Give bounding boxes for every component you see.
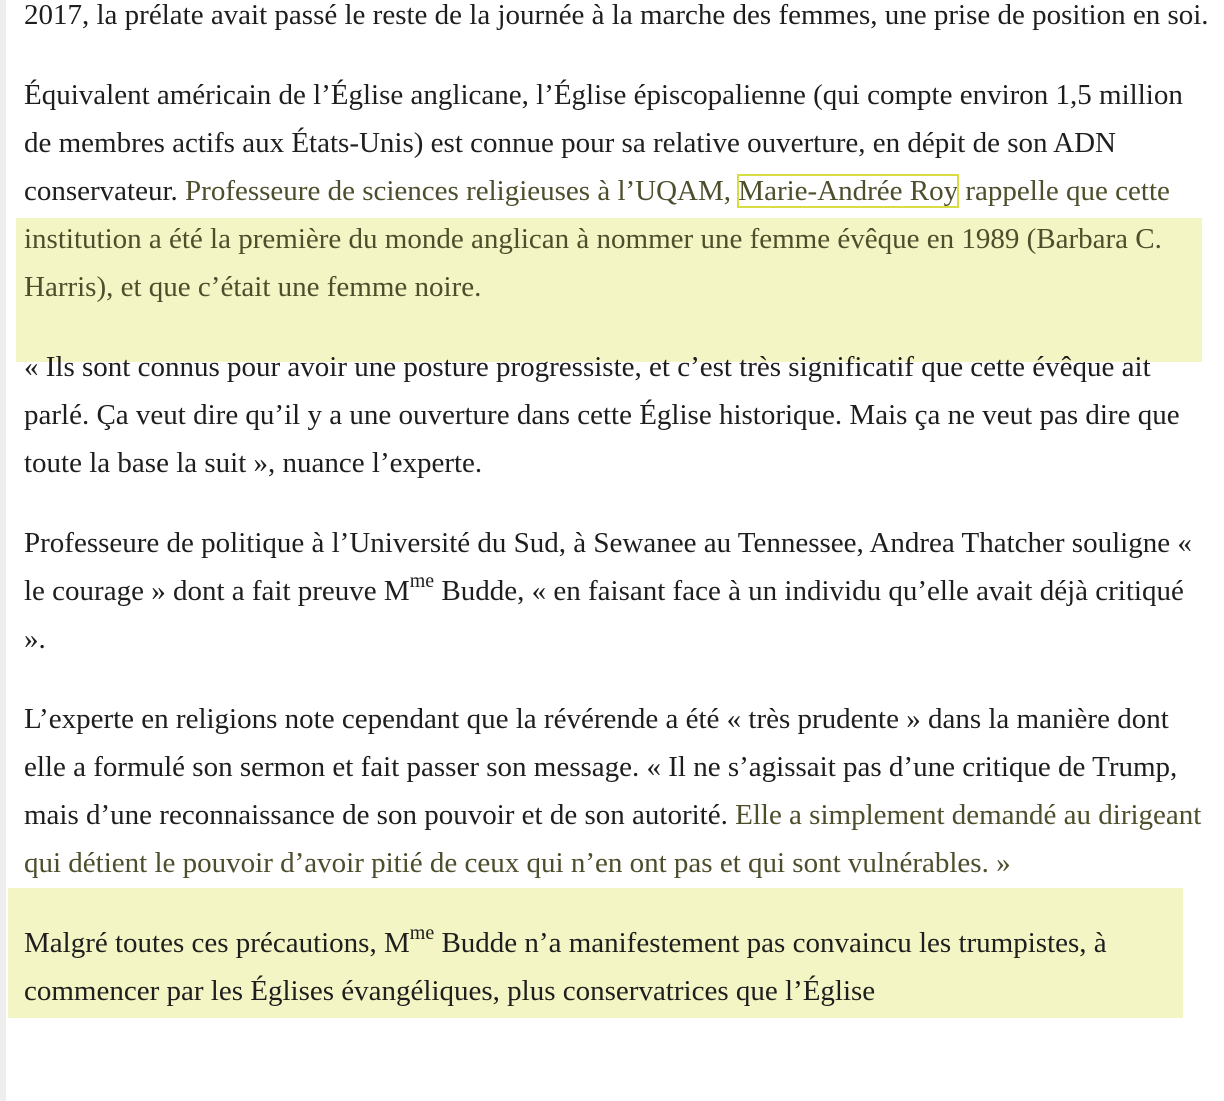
- paragraph-1: 2017, la prélate avait passé le reste de la journée à la marche des femmes, une prise de position en soi.: [24, 0, 1209, 31]
- paragraph-5-text: L’experte en religions note cependant que la révérende a été « très prudente » dans la manière dont elle a formulé son sermon et fait passer son message. « Il ne s’agissait pas d’une critique de Trump, mais d’une reconnaissance de son pouvoir et de son autorité.: [24, 703, 1178, 831]
- highlight-text-quote[interactable]: Elle a simplement demandé au dirigeant qui détient le pouvoir d’avoir pitié de ceux qui n’en ont pas et qui sont vulnérables. »: [24, 799, 1202, 879]
- paragraph-4-before: Professeure de politique à l’Université du Sud, à Sewanee au Tennessee, Andrea Thatcher souligne « le courage » dont a fait preuve M: [24, 527, 1192, 607]
- paragraph-6-before: Malgré toutes ces précautions, M: [24, 927, 410, 959]
- paragraph-6-after: Budde n’a manifestement pas convaincu les trumpistes, à commencer par les Églises évangéliques, plus conservatrices que l’Église: [24, 927, 1107, 1007]
- highlight-text-rest[interactable]: rappelle que cette institution a été la première du monde anglican à nommer une femme évêque en 1989 (Barbara C. Harris), et que c’était une femme noire.: [24, 175, 1170, 303]
- paragraph-4: [24, 519, 1212, 663]
- paragraph-5: [24, 695, 1212, 887]
- paragraph-2: [24, 71, 1212, 311]
- highlighted-name[interactable]: Marie-Andrée Roy: [738, 175, 959, 207]
- page-left-edge: [0, 0, 6, 1101]
- paragraph-4-sup: me: [409, 570, 435, 593]
- paragraph-6: [24, 919, 1212, 1015]
- paragraph-6-sup: me: [409, 922, 435, 945]
- paragraph-2-text: Équivalent américain de l’Église anglicane, l’Église épiscopalienne (qui compte environ 1,5 million de membres actifs aux États-Unis) est connue pour sa relative ouverture, en dépit de son ADN conservateur.: [24, 79, 1183, 207]
- paragraph-3: « Ils sont connus pour avoir une posture progressiste, et c’est très significatif que cette évêque ait parlé. Ça veut dire qu’il y a une ouverture dans cette Église historique. Mais ça ne veut pas dire que toute la base la suit », nuance l’experte.: [24, 351, 1180, 479]
- paragraph-4-after: Budde, « en faisant face à un individu qu’elle avait déjà critiqué ».: [24, 575, 1184, 655]
- article-body: [24, 0, 1212, 1047]
- highlight-text-lead[interactable]: Professeure de sciences religieuses à l’UQAM,: [185, 175, 739, 207]
